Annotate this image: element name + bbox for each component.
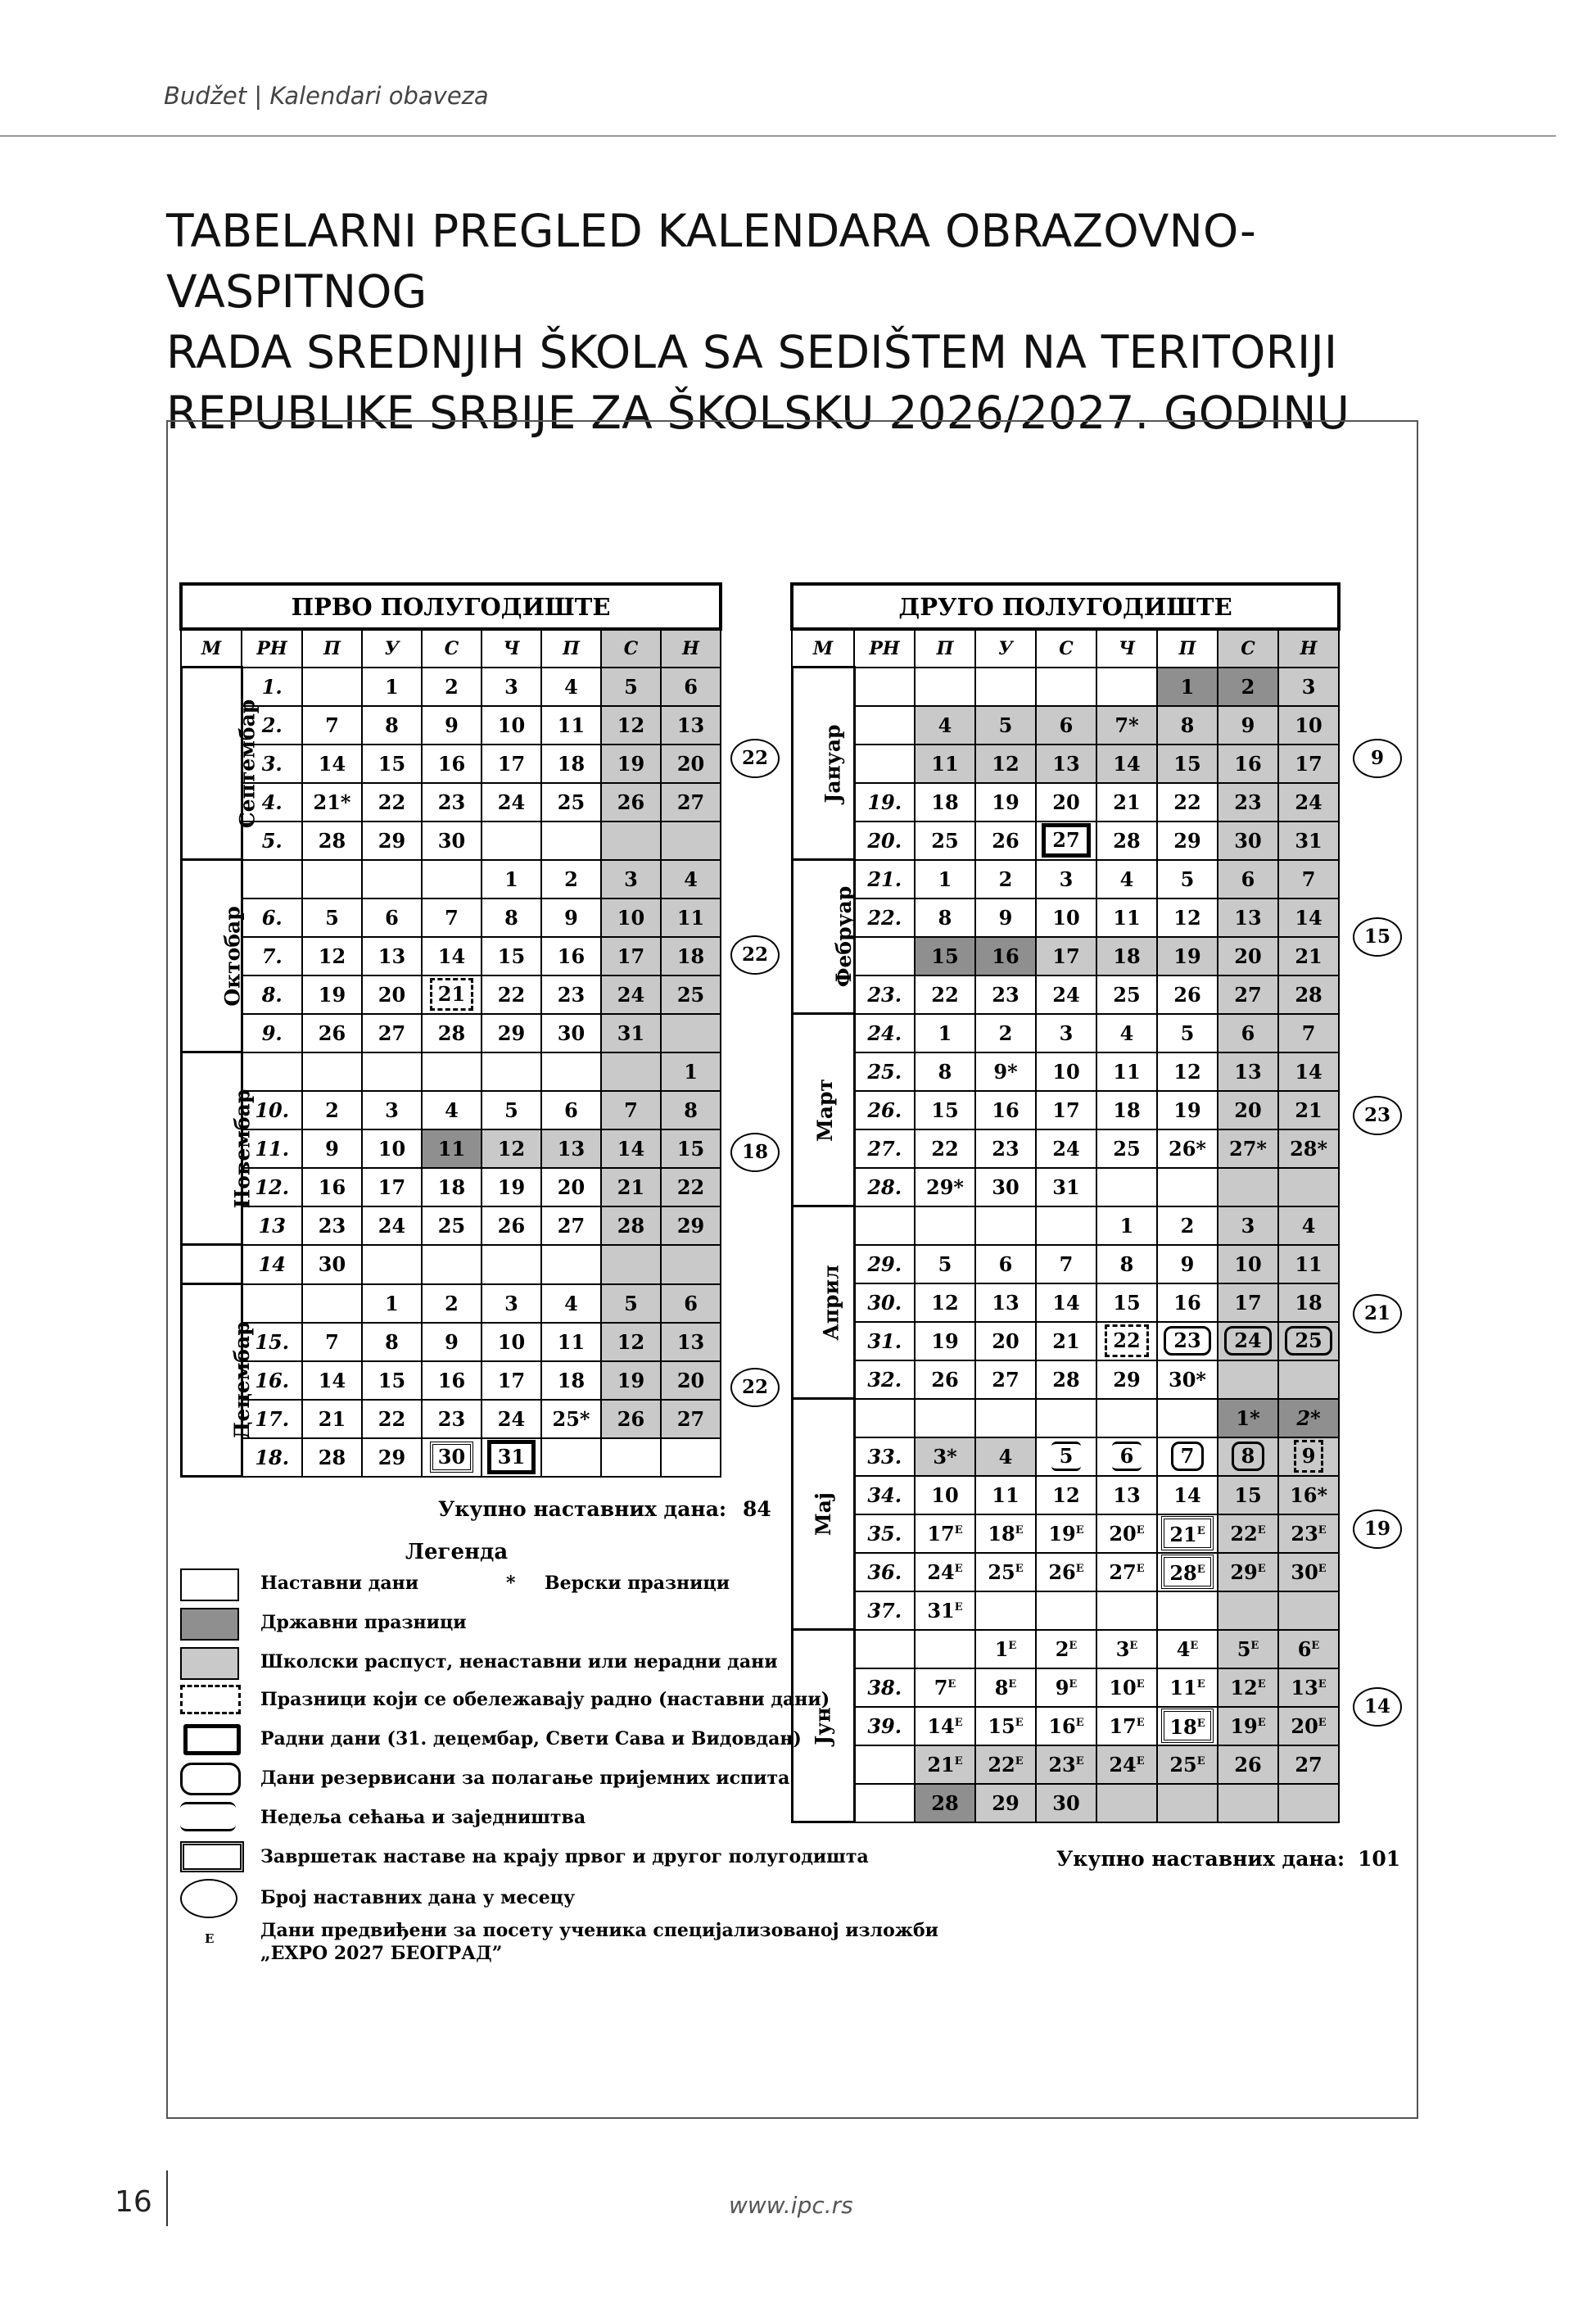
table-row: 22. 8 9 10 11 12 13 14 [792,898,1339,937]
page-number: 16 [115,2185,152,2219]
first-semester-header-row [181,629,721,668]
table-row: 9. 26 27 28 29 30 31 [181,1014,721,1052]
first-semester-title: ПРВО ПОЛУГОДИШТЕ [181,584,721,629]
legend-label-working-days: Радни дани (31. децембар, Свети Сава и Видовдан) [260,1728,802,1749]
legend-swatch-days-count-circle [180,1879,237,1918]
count-october: 22 [730,935,780,975]
table-row: 15 16 17 18 19 20 21 [792,937,1339,975]
table-row: 13 23 24 25 26 27 28 29 [181,1206,721,1245]
table-row: 38. $7^Е$ $8^Е$ $9^Е$ $10^Е$ $11^Е$ $12^Е$ $13^Е$ [792,1668,1339,1707]
legend-swatch-working-holidays [180,1685,241,1714]
table-row: 33. 3* 4 5 6 7 8 9 [792,1437,1339,1476]
month-september: Септембар [181,668,242,860]
table-row: 28 29 30 [792,1784,1339,1822]
table-row: 31. 19 20 21 22 23 24 25 [792,1322,1339,1360]
month-may: Мај [792,1399,854,1630]
table-row: 17. 21 22 23 24 25* 26 27 [181,1400,721,1438]
table-row: 16. 14 15 16 17 18 19 20 [181,1361,721,1400]
col-wed: С [422,629,482,668]
legend-swatch-teaching-days [180,1568,239,1601]
first-semester-table [179,582,722,1478]
table-row: $21^Е$ $22^Е$ $23^Е$ $24^Е$ $25^Е$ 26 27 [792,1745,1339,1784]
count-february: 15 [1353,917,1402,957]
footer-divider [166,2170,168,2226]
table-row: Октобар 1 2 3 4 [181,860,721,898]
col-week: РН [854,629,915,668]
legend-title: Легенда [405,1540,509,1564]
col-sun: Н [661,629,721,668]
month-january: Јануар [792,668,854,860]
page-title [166,201,1476,443]
table-row: 37. $31^Е$ [792,1591,1339,1630]
col-fri: П [1157,629,1218,668]
table-row: Март 24. 1 2 3 4 5 6 7 [792,1014,1339,1052]
legend-star-mark: * [506,1573,516,1594]
table-row: 35. $17^Е$ $18^Е$ $19^Е$ $20^Е$ $21^Е$ $22^Е$ $23^Е$ [792,1514,1339,1553]
col-month: М [181,629,242,668]
table-row: 34. 10 11 12 13 14 15 16* [792,1476,1339,1514]
legend-label-school-break: Школски распуст, ненаставни или нерадни дани [260,1651,778,1672]
first-semester-total-label: Укупно наставних дана: [438,1497,727,1521]
table-row: 14 30 [181,1245,721,1284]
col-sun: Н [1278,629,1339,668]
table-row: Мај 1* 2* [792,1399,1339,1437]
legend-swatch-end-of-teaching [180,1841,244,1872]
table-row: 26. 15 16 17 18 19 20 21 [792,1091,1339,1129]
table-row: 30. 12 13 14 15 16 17 18 [792,1283,1339,1322]
legend-label-end-of-teaching: Завршетак наставе на крају првог и другог полугодишта [260,1846,869,1867]
table-row: Јун $1^Е$ $2^Е$ $3^Е$ $4^Е$ $5^Е$ $6^Е$ [792,1630,1339,1668]
count-december: 22 [730,1368,780,1407]
table-row: 19. 18 19 20 21 22 23 24 [792,783,1339,822]
table-row: Јануар 1 2 3 [792,668,1339,706]
table-row: 7. 12 13 14 15 16 17 18 [181,937,721,975]
count-march: 23 [1353,1096,1402,1135]
table-row: 18. 28 29 30 31 [181,1438,721,1477]
legend-swatch-state-holidays [180,1608,239,1641]
legend-label-expo-1: Дани предвиђени за посету ученика специјализованој изложби [260,1920,938,1941]
col-tue: У [975,629,1036,668]
legend-label-remembrance-week: Недеља сећања и заједништва [260,1807,586,1828]
table-row: Април 1 2 3 4 [792,1206,1339,1245]
second-semester-header-row [792,629,1339,668]
table-row: 11 12 13 14 15 16 17 [792,745,1339,783]
legend-label-state-holidays: Државни празници [260,1612,467,1633]
legend-label-teaching-days: Наставни дани [260,1573,419,1594]
table-row: Септембар 1. 1 2 3 4 5 6 [181,668,721,706]
title-line-1: TABELARNI PREGLED KALENDARA OBRAZOVNO-VASPITNOG [166,205,1257,318]
count-september: 22 [730,739,780,778]
legend-swatch-working-days [183,1724,241,1755]
col-thu: Ч [482,629,541,668]
legend-label-religious-holidays: Верски празници [545,1573,730,1594]
table-row: 3. 14 15 16 17 18 19 20 [181,745,721,783]
col-fri: П [541,629,601,668]
legend-label-expo-2: „EXPO 2027 БЕОГРАД” [260,1943,503,1964]
table-row: 23. 22 23 24 25 26 27 28 [792,975,1339,1014]
month-june: Јун [792,1630,854,1822]
legend-swatch-entrance-exams [180,1763,241,1795]
col-tue: У [362,629,422,668]
table-row: 15. 7 8 9 10 11 12 13 [181,1323,721,1361]
second-semester-total: 101 [1358,1847,1401,1871]
legend-label-entrance-exams: Дани резервисани за полагање пријемних испита [260,1768,790,1789]
month-october: Октобар [181,860,242,1052]
month-february: Фебруар [792,860,854,1014]
table-row: 4 5 6 7* 8 9 10 [792,706,1339,745]
table-row: 2. 7 8 9 10 11 12 13 [181,706,721,745]
second-semester-table [790,582,1341,1823]
month-april: Април [792,1206,854,1399]
table-row: 11. 9 10 11 12 13 14 15 [181,1129,721,1168]
table-row: Новембар 1 [181,1052,721,1091]
count-april: 21 [1353,1294,1402,1333]
month-march: Март [792,1014,854,1206]
table-row: 27. 22 23 24 25 26* 27* 28* [792,1129,1339,1168]
second-semester-title: ДРУГО ПОЛУГОДИШТЕ [792,584,1339,629]
header-rule [0,135,1556,137]
legend-e-mark: Е [205,1931,215,1946]
col-sat: С [1218,629,1278,668]
table-row: 8. 19 20 21 22 23 24 25 [181,975,721,1014]
table-row: 12. 16 17 18 19 20 21 22 [181,1168,721,1206]
legend-label-working-holidays: Празници који се обележавају радно (наставни дани) [260,1689,830,1710]
title-line-2: RADA SREDNJIH ŠKOLA SA SEDIŠTEM NA TERITORIJI [166,326,1338,378]
table-row: Децембар 1 2 3 4 5 6 [181,1284,721,1323]
count-january: 9 [1353,739,1402,778]
legend-swatch-school-break [180,1647,239,1680]
second-semester-total-label: Укупно наставних дана: [1056,1847,1345,1871]
col-week: РН [242,629,302,668]
col-sat: С [601,629,661,668]
table-row: 32. 26 27 28 29 30* [792,1360,1339,1399]
table-row: 36. $24^Е$ $25^Е$ $26^Е$ $27^Е$ $28^Е$ $29^Е$ $30^Е$ [792,1553,1339,1591]
footer-url: www.ipc.rs [729,2192,853,2219]
table-row: 25. 8 9* 10 11 12 13 14 [792,1052,1339,1091]
month-november: Новембар [181,1052,242,1245]
table-row: 10. 2 3 4 5 6 7 8 [181,1091,721,1129]
table-row: 28. 29* 30 31 [792,1168,1339,1206]
col-mon: П [915,629,975,668]
table-row: Фебруар 21. 1 2 3 4 5 6 7 [792,860,1339,898]
table-row: 4. 21* 22 23 24 25 26 27 [181,783,721,822]
col-wed: С [1036,629,1096,668]
col-thu: Ч [1096,629,1157,668]
count-june: 14 [1353,1687,1402,1727]
table-row: 5. 28 29 30 [181,822,721,860]
table-row: 39. $14^Е$ $15^Е$ $16^Е$ $17^Е$ $18^Е$ $19^Е$ $20^Е$ [792,1707,1339,1745]
table-row: 29. 5 6 7 8 9 10 11 [792,1245,1339,1283]
col-month: М [792,629,854,668]
table-row: 20. 25 26 27 28 29 30 31 [792,822,1339,860]
legend-swatch-remembrance-week [180,1802,236,1831]
month-december: Децембар [181,1284,242,1477]
first-semester-total: 84 [743,1497,771,1521]
table-row: 6. 5 6 7 8 9 10 11 [181,898,721,937]
legend-label-days-count: Број наставних дана у месецу [260,1887,576,1908]
count-november: 18 [730,1133,780,1172]
count-may: 19 [1353,1510,1402,1549]
running-header: Budžet | Kalendari obaveza [164,82,489,110]
title-line-3: REPUBLIKE SRBIJE ZA ŠKOLSKU 2026/2027. GODINU [166,387,1350,439]
col-mon: П [302,629,362,668]
